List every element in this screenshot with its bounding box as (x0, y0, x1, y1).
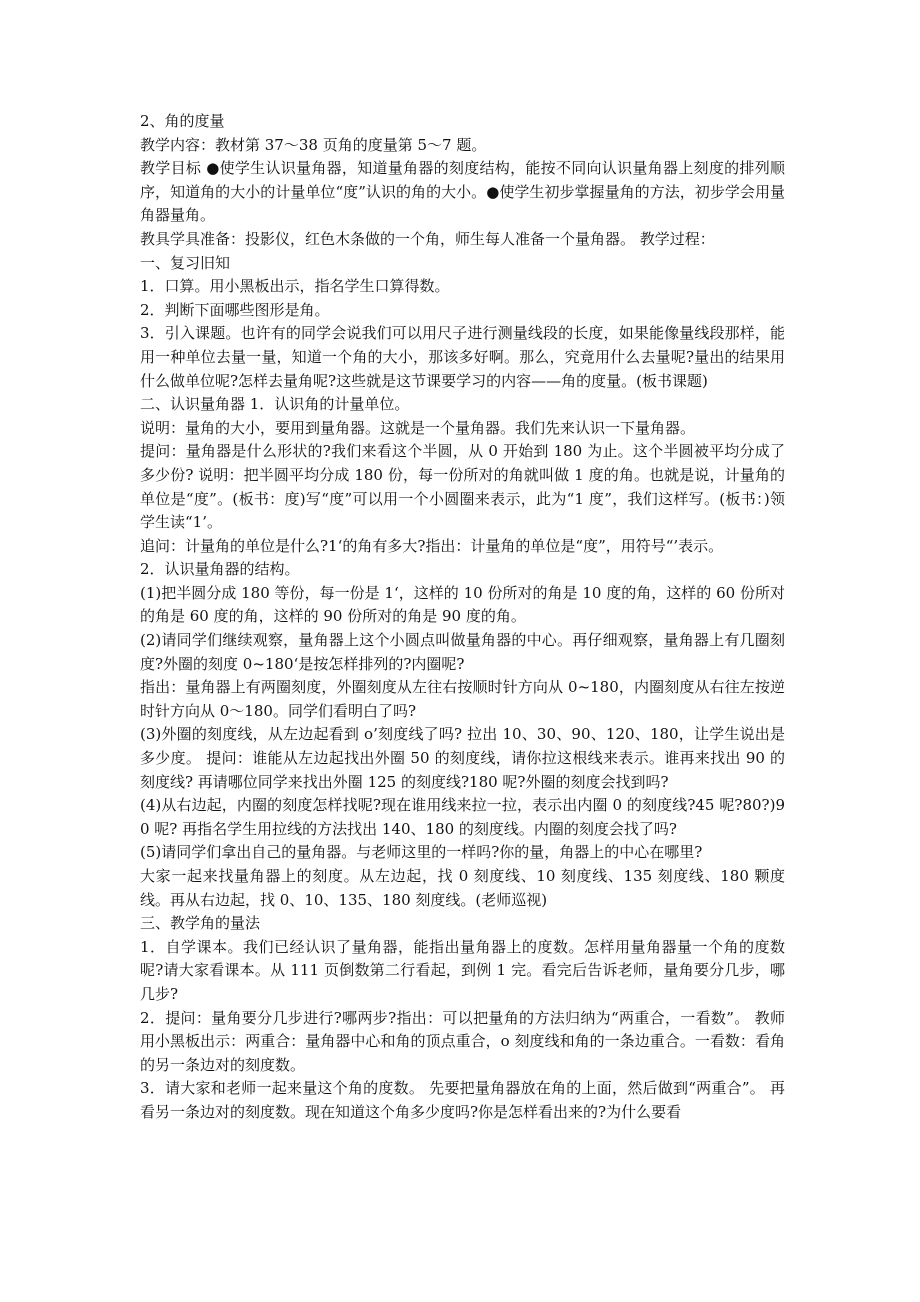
teaching-content: 教学内容：教材第 37～38 页角的度量第 5～7 题。 (140, 135, 487, 154)
heading-review: 一、复习旧知 (140, 253, 231, 272)
document-page (140, 110, 785, 1125)
structure-item-1: (1)把半圆分成 180 等份，每一份是 1‘，这样的 10 份所对的角是 10 度的角，这样的 60 份所对的角是 60 度的角，这样的 90 份所对的角是 90 度的角。 (140, 583, 785, 626)
review-item-3: 3．引入课题。也许有的同学会说我们可以用尺子进行测量线段的长度，如果能像量线段那样，能用一种单位去量一量，知道一个角的大小，那该多好啊。那么，究竟用什么去量呢?量出的结果用什么做单位呢?怎样去量角呢?这些就是这节课要学习的内容——角的度量。(板书课题) (140, 324, 785, 390)
structure-item-4: (4)从右边起，内圈的刻度怎样找呢?现在谁用线来拉一拉，表示出内圈 0 的刻度线?45 呢?80?)90 呢? 再指名学生用拉线的方法找出 140、180 的刻度线。内圈的刻度会找了吗? (140, 796, 785, 838)
teaching-materials: 教具学具准备：投影仪，红色木条做的一个角，师生每人准备一个量角器。 教学过程： (140, 229, 715, 248)
paragraph-question: 提问：量角器是什么形状的?我们来看这个半圆，从 0 开始到 180 为止。这个半圆被平均分成了多少份? 说明：把半圆平均分成 180 份，每一份所对的角就叫做 1 度的角。也就是说，计量角的单位是“度”。(板书：度)写“度”可以用一个小圆圈来表示，此为“1 度”，我们这样写。(板书：)领学生读“1’。 (140, 442, 785, 532)
heading-protractor: 二、认识量角器 1．认识角的计量单位。 (140, 395, 410, 414)
subheading-structure: 2．认识量角器的结构。 (140, 560, 300, 579)
heading-method: 三、教学角的量法 (140, 914, 261, 933)
paragraph-explain: 说明：量角的大小，要用到量角器。这就是一个量角器。我们先来认识一下量角器。 (140, 418, 696, 437)
review-item-1: 1．口算。用小黑板出示，指名学生口算得数。 (140, 277, 450, 296)
paragraph-followup: 追问：计量角的单位是什么?1‘的角有多大?指出：计量角的单位是“度”，用符号“’表示。 (140, 536, 724, 555)
method-item-3: 3．请大家和老师一起来量这个角的度数。 先要把量角器放在角的上面，然后做到“两重合”。 再看另一条边对的刻度数。现在知道这个角多少度吗?你是怎样看出来的?为什么要看 (140, 1079, 785, 1121)
paragraph-find-scale: 大家一起来找量角器上的刻度。从左边起，找 0 刻度线、10 刻度线、135 刻度线、180 颗度线。再从右边起，找 0、10、135、180 刻度线。(老师巡视) (140, 867, 785, 909)
section-title: 2、角的度量 (140, 112, 225, 130)
structure-item-2: (2)请同学们继续观察，量角器上这个小圆点叫做量角器的中心。再仔细观察，量角器上有几圈刻度?外圈的刻度 0~180‘是按怎样排列的?内圈呢? (140, 631, 785, 673)
method-item-1: 1．自学课本。我们已经认识了量角器，能指出量角器上的度数。怎样用量角器量一个角的度数呢?请大家看课本。从 111 页倒数第二行看起，到例 1 完。看完后告诉老师，量角要分几步，哪几步? (140, 937, 785, 1003)
review-item-2: 2．判断下面哪些图形是角。 (140, 300, 330, 319)
paragraph-point-out: 指出：量角器上有两圈刻度，外圈刻度从左往右按顺时针方向从 0~180，内圈刻度从右往左按逆时针方向从 0～180。同学们看明白了吗? (140, 678, 785, 720)
structure-item-5: (5)请同学们拿出自己的量角器。与老师这里的一样吗?你的量，角器上的中心在哪里? (140, 843, 703, 862)
method-item-2: 2．提问：量角要分几步进行?哪两步?指出：可以把量角的方法归纳为“两重合，一看数”。 教师用小黑板出示：两重合：量角器中心和角的顶点重合，o 刻度线和角的一条边重合。一看数：看角的另一条边对的刻度数。 (140, 1008, 785, 1074)
teaching-goals: 教学目标 ●使学生认识量角器，知道量角器的刻度结构，能按不同向认识量角器上刻度的排列顺序，知道角的大小的计量单位“度”认识的角的大小。●使学生初步掌握量角的方法，初步学会用量角器量角。 (140, 159, 785, 225)
structure-item-3: (3)外圈的刻度线，从左边起看到 o’刻度线了吗? 拉出 10、30、90、120、180，让学生说出是多少度。 提问：谁能从左边起找出外圈 50 的刻度线，请你拉这根线来表示。谁再来找出 90 的刻度线? 再请哪位同学来找出外圈 125 的刻度线?180 呢?外圈的刻度会找到吗? (140, 725, 785, 791)
